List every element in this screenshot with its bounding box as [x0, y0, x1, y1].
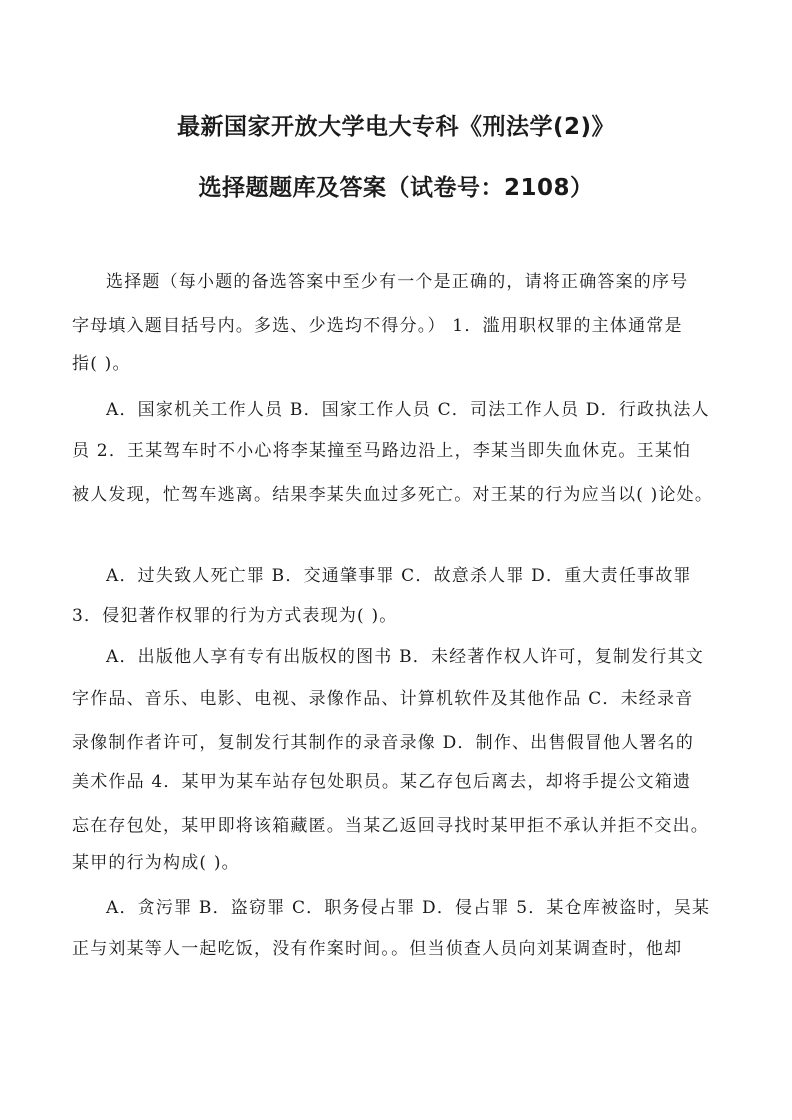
paragraph-line: A．贪污罪 B．盗窃罪 C．职务侵占罪 D．侵占罪 5．某仓库被盗时，吴某 [106, 898, 711, 918]
paragraph-line: 选择题（每小题的备选答案中至少有一个是正确的，请将正确答案的序号 [106, 272, 689, 292]
paragraph-line: 正与刘某等人一起吃饭，没有作案时间。。但当侦查人员向刘某调查时，他却 [72, 939, 683, 959]
paragraph-line: A．国家机关工作人员 B．国家工作人员 C．司法工作人员 D．行政执法人 [106, 400, 710, 420]
paragraph-line: 字作品、音乐、电影、电视、录像作品、计算机软件及其他作品 C．未经录音 [72, 689, 694, 709]
paragraph-line: 字母填入题目括号内。多选、少选均不得分。） 1．滥用职权罪的主体通常是 [72, 316, 683, 336]
paragraph-line: 美术作品 4．某甲为某车站存包处职员。某乙存包后离去，却将手提公文箱遗 [72, 772, 692, 792]
paragraph-line: 忘在存包处，某甲即将该箱藏匿。当某乙返回寻找时某甲拒不承认并拒不交出。 [72, 816, 709, 836]
paragraph-line: 被人发现，忙驾车逃离。结果李某失血过多死亡。对王某的行为应当以( )论处。 [72, 485, 714, 505]
paragraph-line: 3．侵犯著作权罪的行为方式表现为( )。 [72, 606, 398, 626]
paragraph-line: A．过失致人死亡罪 B．交通肇事罪 C．故意杀人罪 D．重大责任事故罪 [106, 566, 692, 586]
paragraph-line: 某甲的行为构成( )。 [72, 853, 240, 873]
paragraph-line: 指( )。 [72, 354, 131, 374]
document-title-line-2: 选择题题库及答案（试卷号：2108） [198, 175, 594, 201]
document-title-line-1: 最新国家开放大学电大专科《刑法学(2)》 [176, 114, 616, 140]
paragraph-line: A．出版他人享有专有出版权的图书 B．未经著作权人许可，复制发行其文 [106, 647, 704, 667]
paragraph-line: 员 2．王某驾车时不小心将李某撞至马路边沿上，李某当即失血休克。王某怕 [72, 441, 692, 461]
paragraph-line: 录像制作者许可，复制发行其制作的录音录像 D．制作、出售假冒他人署名的 [72, 733, 695, 753]
